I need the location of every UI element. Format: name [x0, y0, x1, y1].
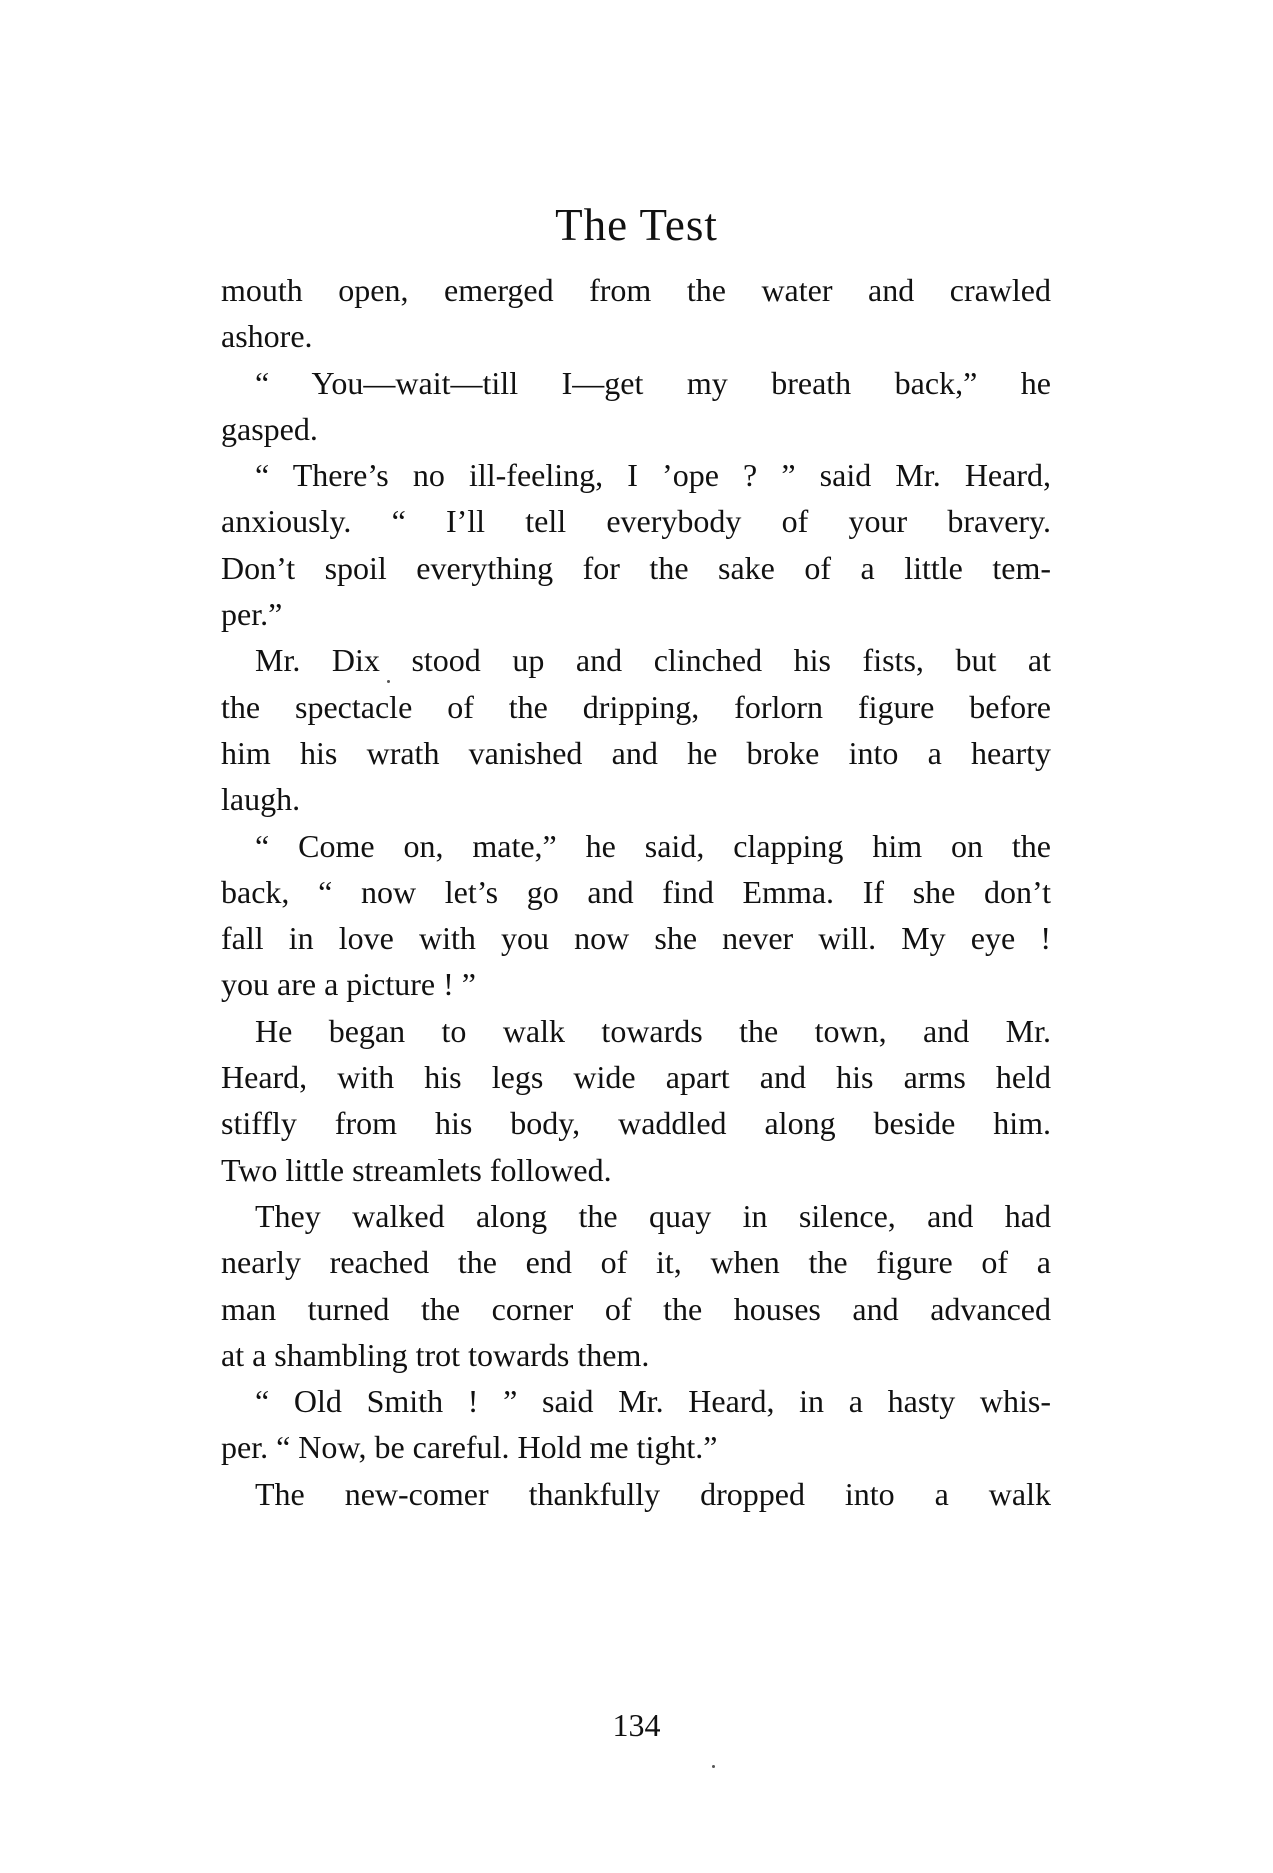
text-line: “ Come on, mate,” he said, clapping him on the	[255, 827, 1051, 864]
print-speck	[712, 1765, 715, 1768]
text-lines	[221, 267, 1051, 1517]
text-line: The new-comer thankfully dropped into a walk	[255, 1475, 1051, 1512]
text-line: laugh.	[221, 781, 301, 818]
page-number: 134	[612, 1707, 661, 1743]
text-line: the spectacle of the dripping, forlorn figure before	[221, 688, 1051, 725]
text-line: per.”	[221, 596, 283, 633]
text-line: “ Old Smith ! ” said Mr. Heard, in a hasty whis-	[255, 1383, 1051, 1420]
text-line: him his wrath vanished and he broke into a hearty	[221, 734, 1051, 771]
text-line: back, “ now let’s go and find Emma. If she don’t	[221, 873, 1051, 910]
running-head: The Test	[555, 200, 718, 250]
text-line: Don’t spoil everything for the sake of a little tem-	[221, 549, 1051, 586]
text-line: man turned the corner of the houses and advanced	[221, 1290, 1051, 1327]
text-line: mouth open, emerged from the water and crawled	[221, 272, 1051, 308]
text-line: you are a picture ! ”	[221, 966, 476, 1003]
text-line: Heard, with his legs wide apart and his arms held	[221, 1059, 1051, 1096]
text-line: “ You—wait—till I—get my breath back,” he	[255, 364, 1051, 401]
text-line: stiffly from his body, waddled along beside him.	[221, 1105, 1051, 1142]
text-line: Two little streamlets followed.	[221, 1151, 612, 1188]
text-line: They walked along the quay in silence, and had	[255, 1197, 1051, 1234]
print-speck	[387, 680, 390, 683]
text-line: “ There’s no ill-feeling, I ’ope ? ” said Mr. Heard,	[255, 457, 1051, 494]
text-line: ashore.	[221, 318, 313, 355]
text-line: per. “ Now, be careful. Hold me tight.”	[221, 1429, 718, 1466]
text-line: Mr. Dix stood up and clinched his fists, but at	[255, 642, 1051, 679]
body-text	[221, 267, 1051, 1517]
text-line: gasped.	[221, 410, 318, 447]
text-line: at a shambling trot towards them.	[221, 1336, 650, 1373]
text-line: anxiously. “ I’ll tell everybody of your bravery.	[221, 503, 1051, 540]
text-line: nearly reached the end of it, when the figure of a	[221, 1244, 1051, 1281]
text-line: fall in love with you now she never will. My eye !	[221, 920, 1051, 957]
text-line: He began to walk towards the town, and Mr.	[255, 1012, 1051, 1049]
